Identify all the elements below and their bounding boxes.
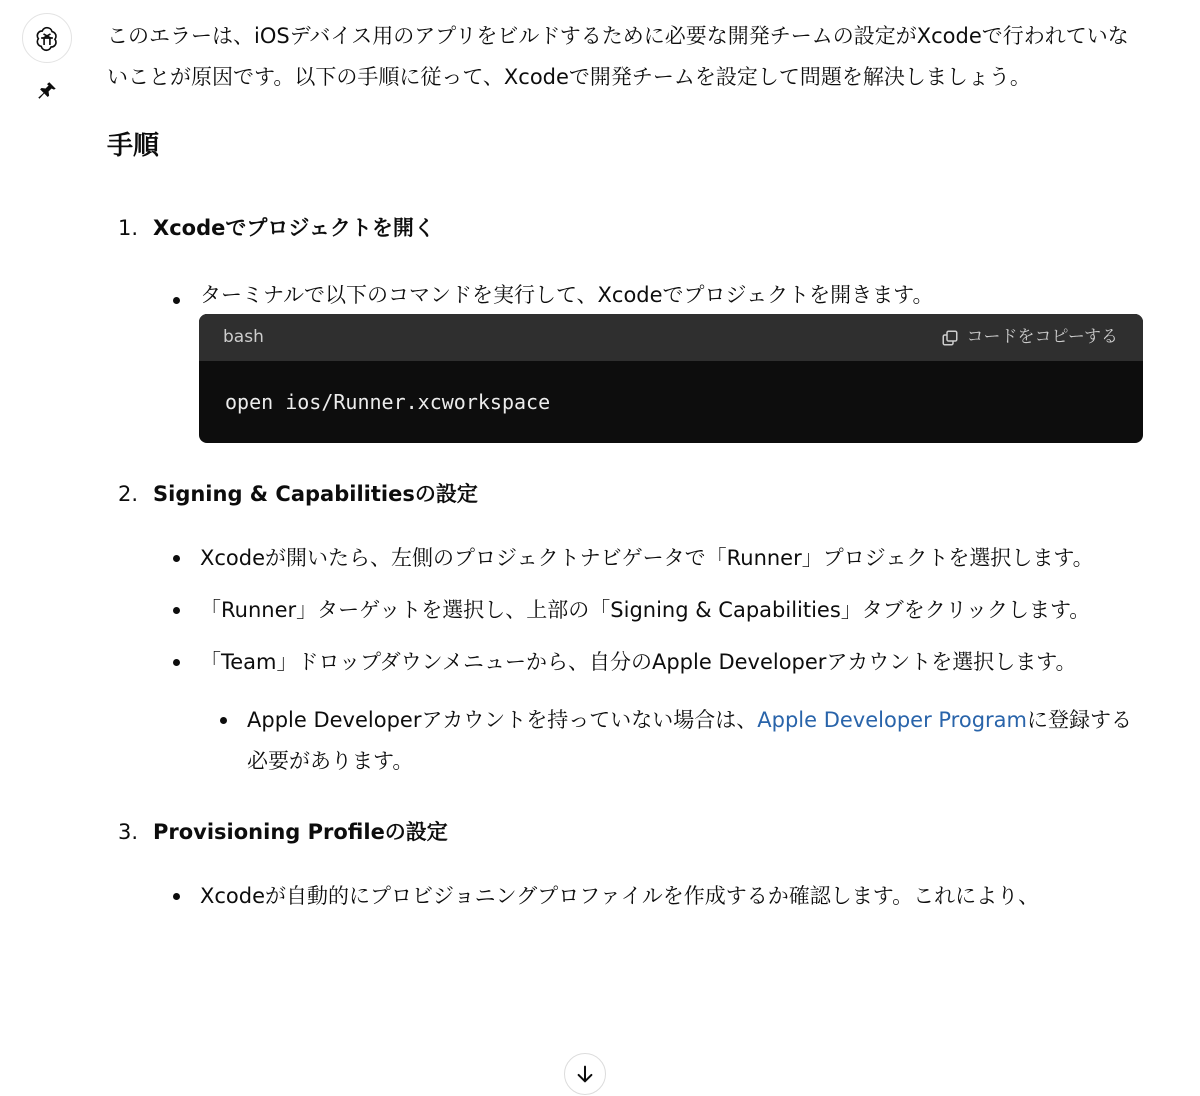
copy-code-button[interactable] — [941, 314, 1118, 361]
sub-list-item — [107, 700, 1147, 782]
pin-icon — [36, 80, 58, 102]
intro-paragraph: このエラーは、iOSデバイス用のアプリをビルドするために必要な開発チームの設定がXcodeで行われていないことが原因です。以下の手順に従って、Xcodeで開発チームを設定して問題を解決しましょう。 — [107, 24, 1129, 89]
code-language: bash — [223, 327, 264, 347]
sub-text-after: に登録する必要があります。 — [247, 708, 1132, 773]
list-item: Xcodeが自動的にプロビジョニングプロファイルを作成するか確認します。これにより、 — [107, 876, 1147, 917]
step-title: Provisioning Profileの設定 — [153, 820, 448, 844]
openai-logo-icon — [33, 24, 61, 52]
scroll-to-bottom-button[interactable] — [564, 1053, 606, 1095]
list-item: Xcodeが開いたら、左側のプロジェクトナビゲータで「Runner」プロジェクトを選択します。 — [107, 538, 1147, 579]
section-heading: 手順 — [107, 131, 160, 161]
list-item: 「Team」ドロップダウンメニューから、自分のApple Developerアカウントを選択します。 — [107, 642, 1147, 683]
step-number: 2. — [118, 482, 139, 506]
step-number: 3. — [118, 820, 139, 844]
code-header — [199, 314, 1143, 361]
sub-text-before: Apple Developerアカウントを持っていない場合は、 — [247, 708, 758, 732]
pin-button[interactable] — [34, 78, 60, 104]
step-2-sublist — [107, 700, 1147, 782]
step-number: 1. — [118, 216, 139, 240]
step-1-list — [107, 280, 1147, 310]
arrow-down-icon — [574, 1063, 596, 1085]
list-item: ターミナルで以下のコマンドを実行して、Xcodeでプロジェクトを開きます。 — [107, 280, 1147, 310]
step-1-title — [107, 213, 1147, 243]
step-2-list — [107, 538, 1147, 683]
apple-developer-program-link[interactable]: Apple Developer Program — [757, 708, 1027, 732]
step-3-title — [107, 817, 1147, 847]
list-item: 「Runner」ターゲットを選択し、上部の「Signing & Capabilities」タブをクリックします。 — [107, 590, 1147, 631]
assistant-avatar — [22, 13, 72, 63]
code-block — [199, 314, 1143, 443]
step-2-title — [107, 479, 1147, 509]
code-content[interactable] — [199, 361, 1143, 443]
step-title: Xcodeでプロジェクトを開く — [153, 216, 435, 240]
copy-icon — [941, 329, 959, 347]
assistant-message — [107, 16, 1147, 917]
copy-label: コードをコピーする — [966, 327, 1118, 347]
step-title: Signing & Capabilitiesの設定 — [153, 482, 478, 506]
step-3-list — [107, 876, 1147, 917]
code-text: open ios/Runner.xcworkspace — [225, 389, 551, 414]
